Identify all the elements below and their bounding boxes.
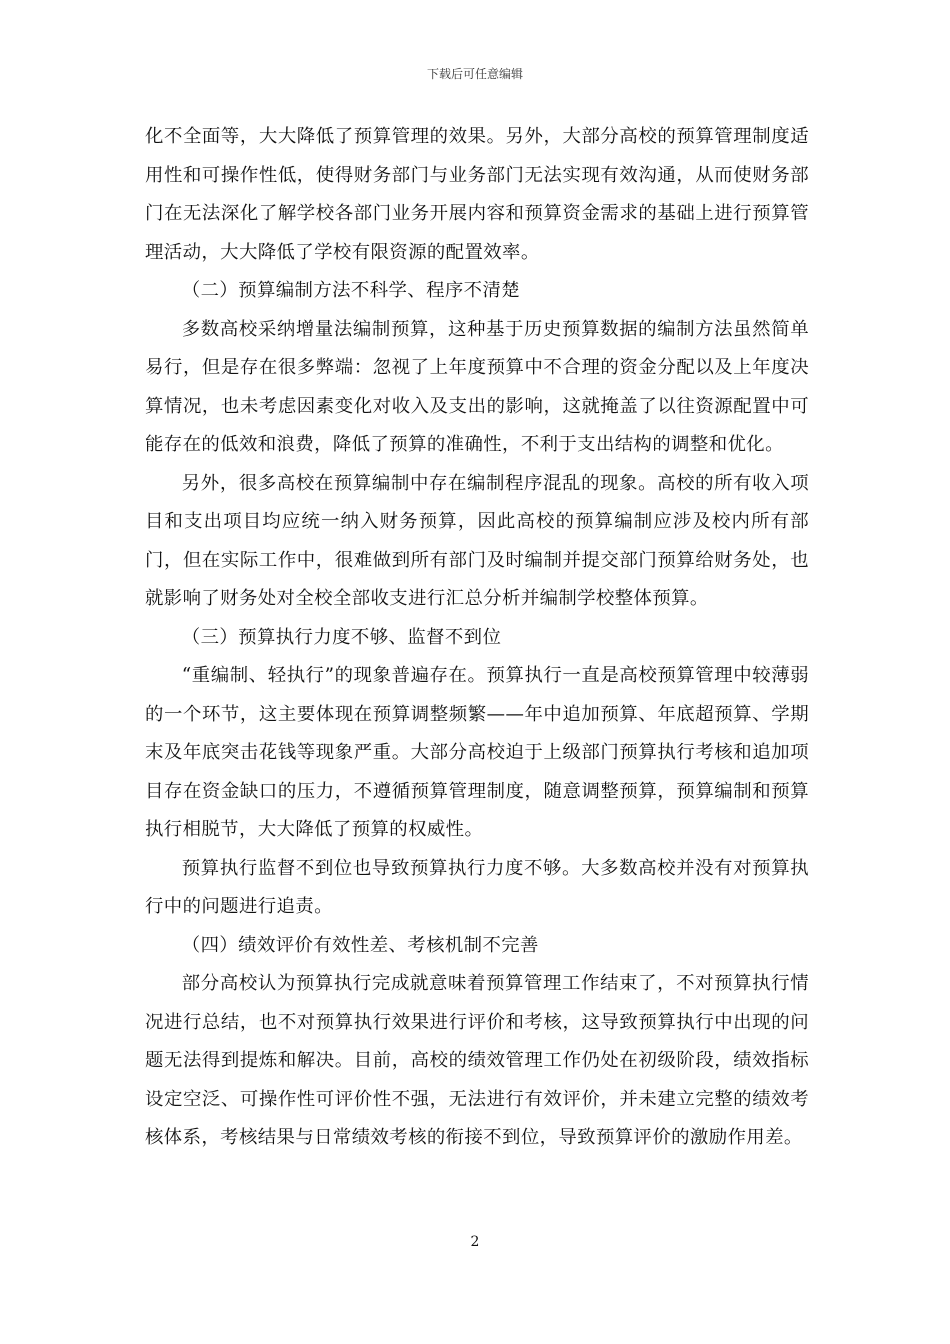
section-heading-4: （四）绩效评价有效性差、考核机制不完善 [181, 934, 539, 956]
paragraph-supervision: 预算执行监督不到位也导致预算执行力度不够。大多数高校并没有对预算执行中的问题进行追责。 [145, 857, 809, 917]
page-number: 2 [470, 1234, 480, 1250]
section-heading-3: （三）预算执行力度不够、监督不到位 [181, 626, 502, 648]
section-heading-2: （二）预算编制方法不科学、程序不清楚 [181, 280, 521, 301]
paragraph-performance-evaluation: 部分高校认为预算执行完成就意味着预算管理工作结束了，不对预算执行情况进行总结，也不对预算执行效果进行评价和考核，这导致预算执行中出现的问题无法得到提炼和解决。目前，高校的绩效管理工作仍处在初级阶段，绩效指标设定空泛、可操作性可评价性不强，无法进行有效评价，并未建立完整的绩效考核体系，考核结果与日常绩效考核的衔接不到位，导致预算评价的激励作用差。 [145, 973, 809, 1148]
paragraph-continuation: 化不全面等，大大降低了预算管理的效果。另外，大部分高校的预算管理制度适用性和可操作性低，使得财务部门与业务部门无法实现有效沟通，从而使财务部门在无法深化了解学校各部门业务开展内容和预算资金需求的基础上进行预算管理活动，大大降低了学校有限资源的配置效率。 [145, 126, 809, 263]
paragraph-procedure-confusion: 另外，很多高校在预算编制中存在编制程序混乱的现象。高校的所有收入项目和支出项目均应统一纳入财务预算，因此高校的预算编制应涉及校内所有部门，但在实际工作中，很难做到所有部门及时编制并提交部门预算给财务处，也就影响了财务处对全校全部收支进行汇总分析并编制学校整体预算。 [145, 472, 809, 609]
paragraph-incremental-budgeting: 多数高校采纳增量法编制预算，这种基于历史预算数据的编制方法虽然简单易行，但是存在很多弊端：忽视了上年度预算中不合理的资金分配以及上年度决算情况，也未考虑因素变化对收入及支出的影响，这就掩盖了以往资源配置中可能存在的低效和浪费，降低了预算的准确性，不利于支出结构的调整和优化。 [145, 318, 809, 455]
paragraph-execution-weakness: “重编制、轻执行”的现象普遍存在。预算执行一直是高校预算管理中较薄弱的一个环节，这主要体现在预算调整频繁——年中追加预算、年底超预算、学期末及年底突击花钱等现象严重。大部分高校迫于上级部门预算执行考核和追加项目存在资金缺口的压力，不遵循预算管理制度，随意调整预算，预算编制和预算执行相脱节，大大降低了预算的权威性。 [145, 665, 809, 840]
page-header: 下载后可任意编辑 [426, 67, 523, 81]
document-body [145, 118, 809, 1158]
